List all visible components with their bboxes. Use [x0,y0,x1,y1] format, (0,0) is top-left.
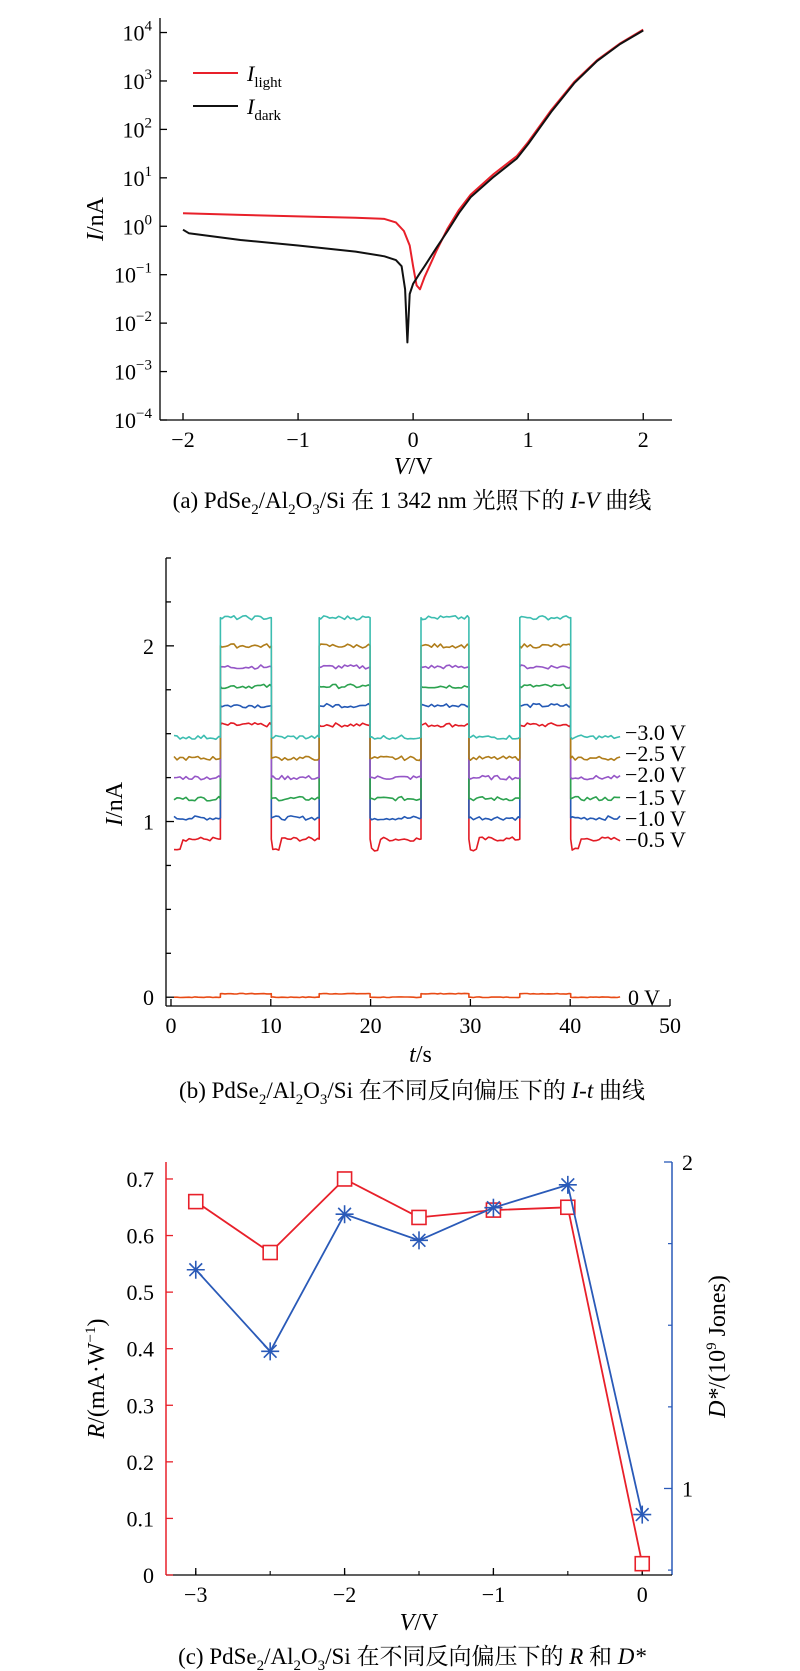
axis-label-italic: V [399,1610,415,1636]
axis-label-italic: t [409,1042,416,1068]
series-line [174,665,620,780]
x-tick-label: 50 [659,1013,681,1038]
series-label: 0 V [628,985,660,1011]
series-label: −1.5 V [625,784,686,810]
series-line [174,644,620,761]
series-line [174,704,620,821]
y-tick-label [114,358,152,385]
tick-exponent: 2 [144,115,152,132]
left-y-tick-label: 0.7 [126,1166,154,1192]
legend-name: I [247,94,255,119]
x-axis-label [400,1610,439,1636]
x-tick-label: 10 [259,1013,282,1038]
axis-label-text: ) [84,1318,110,1327]
x-tick-label: −2 [332,1582,357,1607]
tick-exponent: −4 [136,406,152,422]
axis-label-italic: R [84,1423,110,1439]
figure-caption [178,1644,646,1671]
series-label: −2.5 V [625,741,686,767]
caption-subscript: 2 [258,1092,267,1108]
x-axis-label [409,1042,432,1068]
series-line [174,993,620,997]
r-data-marker [189,1195,203,1209]
axis-label-text: /(mA·W [84,1342,110,1424]
x-tick-label: −2 [171,427,195,452]
legend-subscript: dark [254,108,281,124]
axis-label-superscript: −1 [83,1326,99,1343]
tick-base: 10 [114,359,137,385]
x-tick-label: 0 [407,427,419,452]
x-tick-label: 0 [165,1013,177,1038]
caption-part: 曲线 [593,1078,645,1103]
left-y-tick-label: 0.2 [126,1449,154,1475]
caption-italic: D* [617,1644,646,1669]
axis-label-italic: D* [705,1388,731,1418]
axis-label-italic: V [393,454,409,480]
series-label: −1.0 V [625,806,686,832]
caption-part: O [303,1078,320,1103]
tick-exponent: −1 [136,260,152,277]
x-tick-label: 30 [459,1013,482,1038]
axis-label-text: /nA [83,197,109,233]
series-line [174,684,620,801]
tick-base: 10 [114,311,137,337]
axis-label-text: /V [414,1610,439,1636]
y-tick-label [123,19,153,46]
caption-part: O [301,1644,318,1669]
legend-label [246,61,283,91]
series-label: −2.0 V [625,762,686,788]
x-tick-label: 2 [637,427,649,452]
tick-exponent: 3 [144,66,152,83]
d-data-marker [410,1231,428,1249]
caption-subscript: 2 [251,502,259,518]
series-label: −3.0 V [625,719,686,745]
y-axis-label [102,781,128,827]
figure-caption [179,1078,645,1108]
caption-part: /Si 在不同反向偏压下的 [327,1078,572,1103]
r-data-marker [338,1172,352,1186]
r-data-marker [412,1210,426,1224]
d-data-marker [633,1506,651,1524]
left-y-tick-label: 0.4 [126,1336,154,1362]
legend-subscript: light [254,75,282,91]
caption-part: 和 [583,1644,618,1669]
axis-label-text: /(10 [705,1349,731,1389]
caption-part: /Si 在 1 342 nm 光照下的 [319,488,571,513]
caption-part: (c) PdSe [178,1644,257,1669]
series-line [174,616,620,740]
caption-subscript: 2 [256,1658,265,1671]
figure-caption [173,488,652,518]
tick-base: 10 [114,408,137,433]
caption-subscript: 2 [288,502,296,518]
caption-part: (b) PdSe [179,1078,259,1103]
x-tick-label: −3 [184,1582,208,1607]
axis-label-italic: I [102,817,128,826]
y-tick-label [123,164,153,191]
y-tick-label: 1 [143,809,154,835]
caption-subscript: 2 [293,1658,302,1671]
y-tick-label [114,406,152,433]
tick-base: 10 [122,117,145,143]
axis-label-text: /nA [102,781,128,818]
r-data-marker [263,1246,277,1260]
left-y-axis-label [83,1319,110,1440]
caption-italic: I-V [570,488,600,513]
left-y-tick-label: 0 [143,1563,154,1588]
legend-name: I [247,61,255,86]
caption-subscript: 2 [295,1092,304,1108]
y-tick-label [114,261,152,288]
tick-base: 10 [122,214,145,240]
caption-subscript: 3 [312,502,320,518]
d-data-marker [187,1261,205,1279]
caption-part: /Si 在不同反向偏压下的 [325,1644,570,1669]
x-tick-label: 20 [359,1013,382,1038]
right-y-tick-label: 1 [682,1476,693,1502]
panel-c [83,1150,731,1607]
legend-label [246,94,281,124]
x-axis-label [394,454,433,480]
y-tick-label: 2 [143,633,154,659]
series-label: −0.5 V [625,827,686,853]
left-y-tick-label: 0.1 [126,1506,154,1532]
x-tick-label: 1 [522,427,534,452]
y-tick-label [123,115,153,142]
caption-part: /Al [264,1644,294,1669]
left-y-tick-label: 0.3 [126,1393,154,1419]
y-tick-label: 0 [143,985,154,1011]
y-tick-label [123,212,153,239]
axis-label-text: Jones) [705,1275,731,1343]
series-line [174,723,620,851]
axis-label-text: /s [415,1042,432,1068]
caption-italic: I-t [571,1078,594,1103]
caption-part: /Al [266,1078,296,1103]
tick-base: 10 [114,262,137,288]
tick-exponent: 4 [144,18,152,35]
tick-exponent: 0 [144,212,152,229]
tick-exponent: 1 [144,163,152,180]
caption-subscript: 3 [319,1092,328,1108]
y-tick-label [123,67,153,94]
tick-exponent: −3 [136,357,152,374]
x-tick-label: −1 [481,1582,506,1607]
tick-exponent: −2 [136,309,152,326]
axis-label-text: /V [408,454,433,480]
y-tick-label [114,309,152,336]
axis-label-italic: I [83,233,109,241]
caption-part: /Al [258,488,289,513]
r-data-marker [635,1557,649,1571]
caption-italic: R [569,1644,584,1669]
tick-base: 10 [122,68,145,94]
caption-part: (a) PdSe [172,488,252,513]
panel-b [102,558,686,1038]
right-y-axis-label [704,1275,731,1419]
left-y-tick-label: 0.5 [126,1280,154,1306]
x-tick-label: 40 [559,1013,582,1038]
x-tick-label: 0 [636,1582,648,1607]
d-data-marker [484,1199,502,1217]
left-y-tick-label: 0.6 [126,1223,154,1249]
panel-a [83,18,672,452]
x-tick-label: −1 [286,427,310,452]
caption-part: 曲线 [599,488,652,513]
d-data-marker [336,1205,354,1223]
caption-subscript: 3 [317,1658,326,1671]
right-y-tick-label: 2 [682,1150,693,1175]
tick-base: 10 [122,20,145,46]
d-data-marker [559,1176,577,1194]
caption-part: O [295,488,313,513]
tick-base: 10 [122,165,145,191]
d-data-marker [261,1342,279,1360]
y-axis-label [83,196,109,242]
axis-label-superscript: 9 [704,1342,720,1350]
